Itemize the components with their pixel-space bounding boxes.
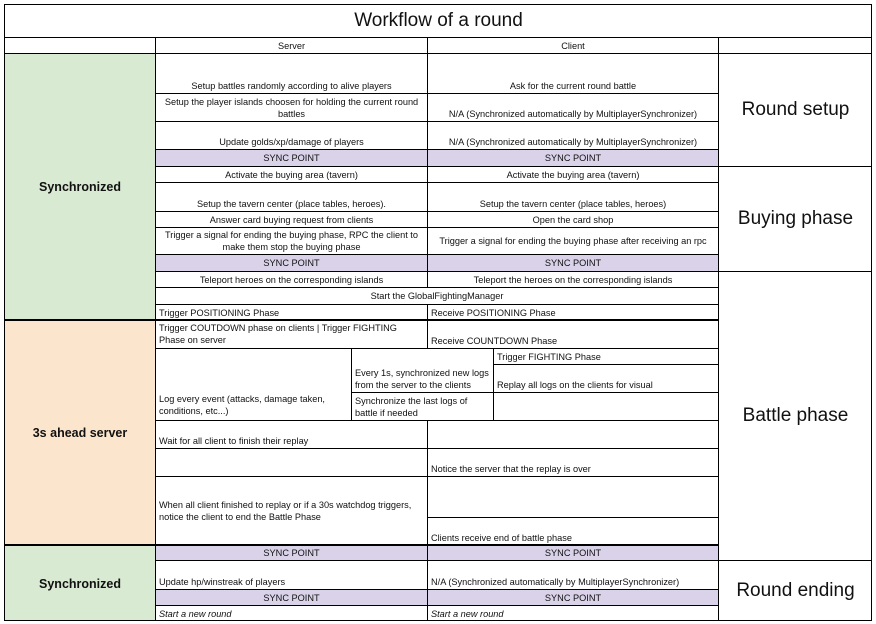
server-end-buying-signal: Trigger a signal for ending the buying phase, RPC the client to make them stop the buying phase: [155, 227, 427, 254]
sync-point-server-battle: SYNC POINT: [155, 545, 427, 560]
client-teleport-heroes: Teleport the heroes on the corresponding islands: [427, 271, 718, 287]
client-trigger-fighting: Trigger FIGHTING Phase: [493, 348, 718, 364]
client-empty-cell-3: [427, 476, 718, 517]
table-right-edge: [871, 4, 872, 621]
phase-round-ending: Round ending: [718, 560, 872, 621]
phase-battle: Battle phase: [718, 271, 872, 560]
server-all-finished: When all client finished to replay or if a 30s watchdog triggers, notice the client to end the Battle Phase: [155, 476, 427, 545]
server-setup-tavern: Setup the tavern center (place tables, heroes).: [155, 182, 427, 211]
client-replay-logs: Replay all logs on the clients for visual: [493, 364, 718, 392]
client-empty-cell-1: [493, 392, 718, 420]
header-blank-right: [718, 37, 872, 53]
client-setup-tavern: Setup the tavern center (place tables, heroes): [427, 182, 718, 211]
table-title: Workflow of a round: [4, 4, 872, 37]
server-empty-cell: [155, 448, 427, 476]
server-sync-last-logs: Synchronize the last logs of battle if needed: [351, 392, 493, 420]
server-activate-tavern: Activate the buying area (tavern): [155, 166, 427, 182]
server-update-hp: Update hp/winstreak of players: [155, 560, 427, 589]
table-bottom-edge: [4, 620, 872, 621]
header-server: Server: [155, 37, 427, 53]
server-log-every-event: Log every event (attacks, damage taken, conditions, etc...): [155, 348, 351, 420]
client-na-islands: N/A (Synchronized automatically by MultiplayerSynchronizer): [427, 93, 718, 121]
sync-point-server-setup: SYNC POINT: [155, 149, 427, 166]
server-trigger-positioning: Trigger POSITIONING Phase: [155, 304, 427, 320]
sync-point-client-buying: SYNC POINT: [427, 254, 718, 271]
client-na-golds: N/A (Synchronized automatically by MultiplayerSynchronizer): [427, 121, 718, 149]
stage-synchronized-top: Synchronized: [4, 53, 155, 320]
header-blank-left: [4, 37, 155, 53]
client-start-new-round: Start a new round: [427, 605, 718, 621]
server-wait-replay: Wait for all client to finish their replay: [155, 420, 427, 448]
header-client: Client: [427, 37, 718, 53]
server-answer-card-buying: Answer card buying request from clients: [155, 211, 427, 227]
client-open-card-shop: Open the card shop: [427, 211, 718, 227]
client-receive-end: Clients receive end of battle phase: [427, 517, 718, 545]
server-sync-every-1s: Every 1s, synchronized new logs from the server to the clients: [351, 348, 493, 392]
server-setup-battles: Setup battles randomly according to alive players: [155, 53, 427, 93]
server-teleport-heroes: Teleport heroes on the corresponding islands: [155, 271, 427, 287]
start-fighting-manager: Start the GlobalFightingManager: [155, 287, 718, 304]
client-na-hp: N/A (Synchronized automatically by MultiplayerSynchronizer): [427, 560, 718, 589]
stage-synchronized-bottom: Synchronized: [4, 545, 155, 621]
sync-point-client-setup: SYNC POINT: [427, 149, 718, 166]
client-activate-tavern: Activate the buying area (tavern): [427, 166, 718, 182]
client-receive-positioning: Receive POSITIONING Phase: [427, 304, 718, 320]
client-ask-round-battle: Ask for the current round battle: [427, 53, 718, 93]
client-empty-cell-2: [427, 420, 718, 448]
server-start-new-round: Start a new round: [155, 605, 427, 621]
client-end-buying-signal: Trigger a signal for ending the buying phase after receiving an rpc: [427, 227, 718, 254]
phase-round-setup: Round setup: [718, 53, 872, 166]
stage-divider-bottom: [4, 544, 718, 546]
sync-point-server-ending: SYNC POINT: [155, 589, 427, 605]
server-trigger-countdown: Trigger COUTDOWN phase on clients | Trigger FIGHTING Phase on server: [155, 320, 427, 348]
phase-buying: Buying phase: [718, 166, 872, 271]
sync-point-client-battle: SYNC POINT: [427, 545, 718, 560]
server-update-golds: Update golds/xp/damage of players: [155, 121, 427, 149]
server-setup-islands: Setup the player islands choosen for holding the current round battles: [155, 93, 427, 121]
sync-point-server-buying: SYNC POINT: [155, 254, 427, 271]
client-receive-countdown: Receive COUNTDOWN Phase: [427, 320, 718, 348]
stage-divider-top: [4, 319, 718, 321]
client-notice-server: Notice the server that the replay is over: [427, 448, 718, 476]
stage-ahead-server: 3s ahead server: [4, 320, 155, 545]
sync-point-client-ending: SYNC POINT: [427, 589, 718, 605]
